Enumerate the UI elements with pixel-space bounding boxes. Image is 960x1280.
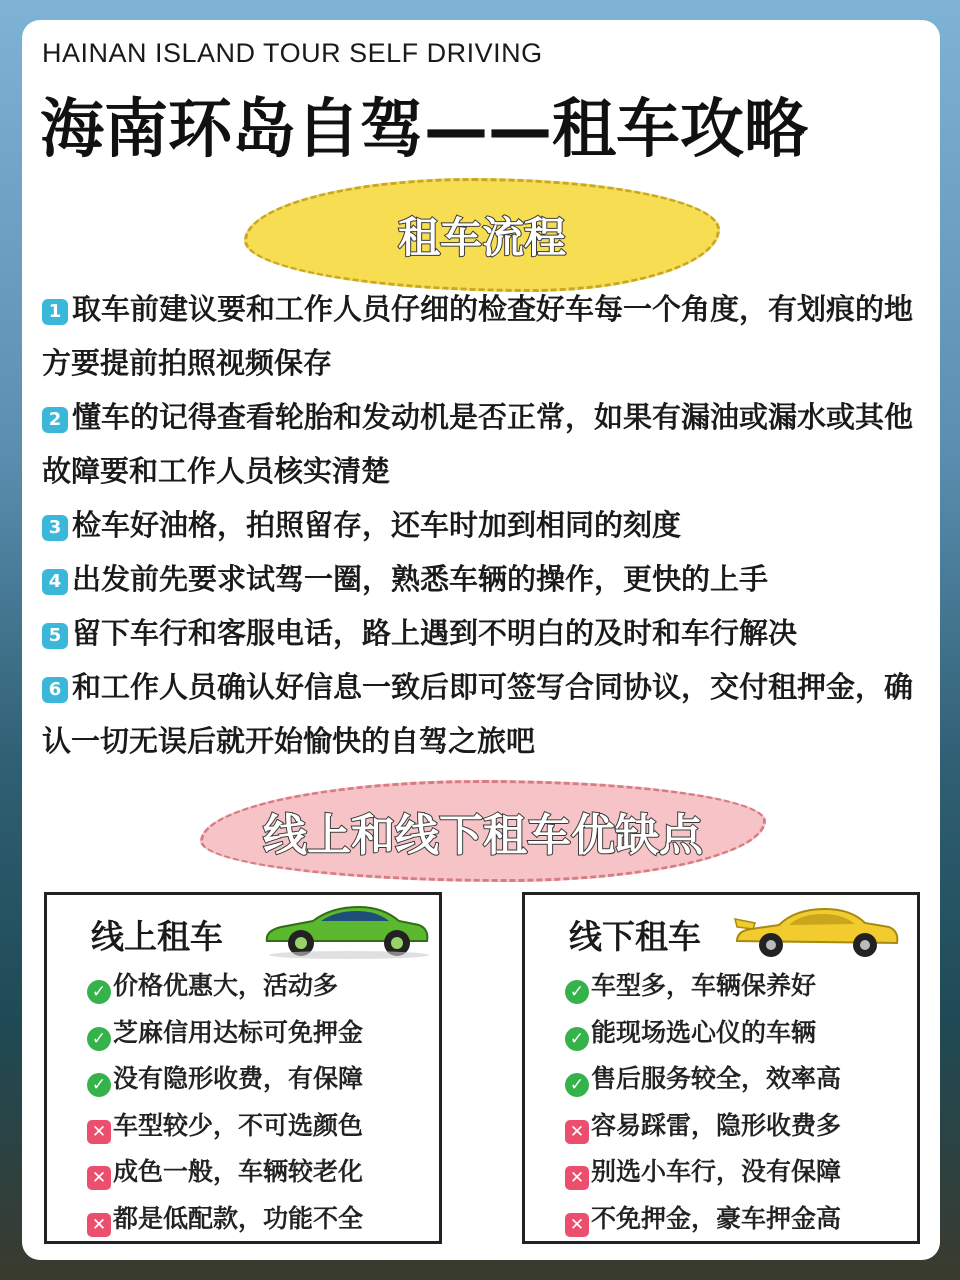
online-rental-title: 线上租车 (91, 917, 223, 956)
step-text: 出发前先要求试驾一圈，熟悉车辆的操作，更快的上手 (72, 562, 769, 596)
guide-card (22, 20, 940, 1260)
item-text: 容易踩雷，隐形收费多 (591, 1110, 842, 1140)
offline-rental-box (522, 892, 920, 1244)
list-item (87, 1010, 363, 1057)
process-step (42, 282, 922, 390)
item-text: 成色一般，车辆较老化 (113, 1157, 364, 1186)
number-badge-icon: 4 (42, 569, 68, 595)
check-circle-icon: ✓ (565, 1073, 589, 1097)
list-item (87, 1103, 363, 1150)
process-step (42, 606, 922, 660)
item-text: 芝麻信用达标可免押金 (113, 1017, 364, 1047)
item-text: 没有隐形收费，有保障 (113, 1064, 364, 1093)
check-circle-icon: ✓ (87, 1027, 111, 1051)
item-text: 不免押金，豪车押金高 (591, 1203, 842, 1233)
page-title: 海南环岛自驾——租车攻略 (40, 93, 808, 167)
item-text: 别选小车行，没有保障 (591, 1157, 842, 1186)
number-badge-icon: 5 (42, 623, 68, 649)
item-text: 车型多，车辆保养好 (591, 971, 817, 1000)
process-step (42, 660, 922, 768)
step-text: 懂车的记得查看轮胎和发动机是否正常，如果有漏油或漏水或其他故障要和工作人员核实清楚 (42, 400, 914, 488)
item-text: 都是低配款，功能不全 (113, 1203, 364, 1233)
step-text: 取车前建议要和工作人员仔细的检查好车每一个角度，有划痕的地方要提前拍照视频保存 (42, 292, 914, 380)
list-item (565, 963, 841, 1010)
check-circle-icon: ✓ (87, 980, 111, 1004)
step-text: 留下车行和客服电话，路上遇到不明白的及时和车行解决 (72, 616, 798, 650)
x-square-icon: ✕ (87, 1120, 111, 1144)
yellow-sedan-car-icon (733, 905, 903, 961)
item-text: 价格优惠大，活动多 (113, 971, 339, 1000)
list-item (565, 1103, 841, 1150)
x-square-icon: ✕ (565, 1166, 589, 1190)
online-rental-box (44, 892, 442, 1244)
number-badge-icon: 1 (42, 299, 68, 325)
list-item (565, 1149, 841, 1196)
process-step (42, 390, 922, 498)
step-text: 和工作人员确认好信息一致后即可签写合同协议，交付租押金，确认一切无误后就开始愉快的自驾之旅吧 (42, 670, 914, 758)
compare-heading: 线上和线下租车优缺点 (200, 780, 766, 882)
process-step (42, 552, 922, 606)
number-badge-icon: 3 (42, 515, 68, 541)
item-text: 售后服务较全，效率高 (591, 1064, 842, 1093)
list-item (565, 1010, 841, 1057)
list-item (565, 1056, 841, 1103)
check-circle-icon: ✓ (565, 1027, 589, 1051)
english-subtitle: HAINAN ISLAND TOUR SELF DRIVING (42, 38, 543, 68)
x-square-icon: ✕ (87, 1213, 111, 1237)
number-badge-icon: 2 (42, 407, 68, 433)
check-circle-icon: ✓ (87, 1073, 111, 1097)
list-item (87, 963, 363, 1010)
x-square-icon: ✕ (565, 1213, 589, 1237)
online-rental-list (87, 963, 363, 1242)
list-item (87, 1056, 363, 1103)
list-item (87, 1196, 363, 1243)
x-square-icon: ✕ (565, 1120, 589, 1144)
process-heading: 租车流程 (244, 178, 720, 292)
offline-rental-title: 线下租车 (569, 917, 701, 956)
process-steps (42, 282, 922, 768)
step-text: 检车好油格，拍照留存，还车时加到相同的刻度 (72, 508, 682, 542)
x-square-icon: ✕ (87, 1166, 111, 1190)
process-step (42, 498, 922, 552)
green-sports-car-icon (261, 901, 433, 961)
list-item (87, 1149, 363, 1196)
item-text: 能现场选心仪的车辆 (591, 1017, 817, 1047)
number-badge-icon: 6 (42, 677, 68, 703)
check-circle-icon: ✓ (565, 980, 589, 1004)
offline-rental-list (565, 963, 841, 1242)
item-text: 车型较少，不可选颜色 (113, 1110, 364, 1140)
list-item (565, 1196, 841, 1243)
